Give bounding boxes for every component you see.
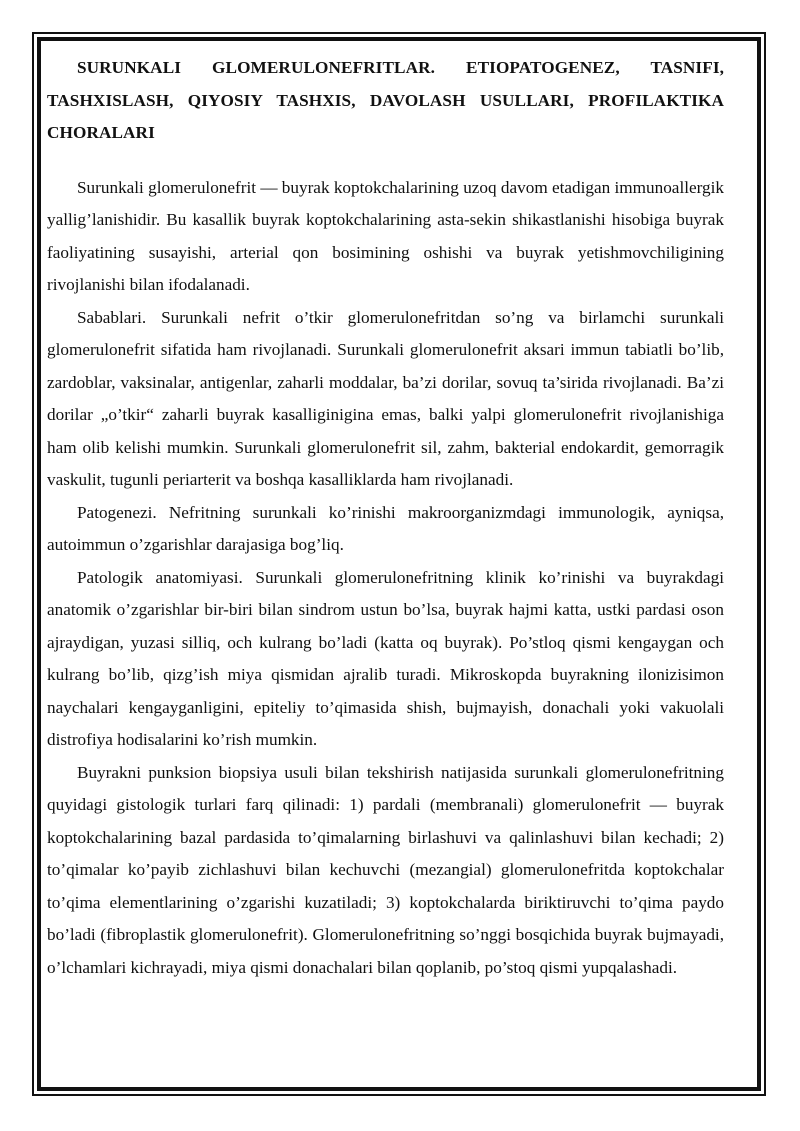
paragraph-biopsy: Buyrakni punksion biopsiya usuli bilan tekshirish natijasida surunkali glomerulonefritning quyidagi gistologik turlari farq qilinadi: 1) pardali (membranali) glomerulonefrit — buyrak koptokchalarining bazal pardasida to’qimalarning birlashuvi va qalinlashuvi bilan kechadi; 2) to’qimalar ko’payib zichlashuvi bilan kechuvchi (mezangial) glomerulonefritda koptokchalar to’qima elementlarining o’zgarishi kuzatiladi; 3) koptokchalarda biriktiruvchi to’qima paydo bo’ladi (fibroplastik glomerulonefrit). Glomerulonefritning so’nggi bosqichida buyrak bujmayadi, o’lchamlari kichrayadi, miya qismi donachalari bilan qoplanib, po’stoq qismi yupqalashadi. bbox=[47, 762, 724, 977]
paragraph-pathological-anatomy: Patologik anatomiyasi. Surunkali glomerulonefritning klinik ko’rinishi va buyrakdagi anatomik o’zgarishlar bir-biri bilan sindrom ustun bo’lsa, buyrak hajmi katta, ustki pardasi oson ajraydigan, yuzasi silliq, och kulrang bo’ladi (katta oq buyrak). Po’stloq qismi kengaygan och kulrang bo’lib, qizg’ish miya qismidan ajralib turadi. Mikroskopda buyrakning ilonizisimon naychalari kengayganligini, epiteliy to’qimasida shish, bujmayish, donachali yoki vakuolali distrofiya hodisalarini ko’rish mumkin. bbox=[47, 567, 724, 749]
paragraph-causes: Sabablari. Surunkali nefrit o’tkir glomerulonefritdan so’ng va birlamchi surunkali glomerulonefrit sifatida ham rivojlanadi. Surunkali glomerulonefrit aksari immun tabiatli bo’lib, zardoblar, vaksinalar, antigenlar, zaharli moddalar, ba’zi dorilar, sovuq ta’sirida rivojlanadi. Ba’zi dorilar „o’tkir“ zaharli buyrak kasalliginigina emas, balki yalpi glomerulonefrit rivojlanishiga ham olib kelishi mumkin. Surunkali glomerulonefrit sil, zahm, bakterial endokardit, gemorragik vaskulit, tugunli periarterit va boshqa kasalliklarda ham rivojlanadi. bbox=[47, 307, 724, 489]
paragraph-definition: Surunkali glomerulonefrit — buyrak koptokchalarining uzoq davom etadigan immunoallergik yallig’lanishidir. Bu kasallik buyrak koptokchalarining asta-sekin shikastlanishi hisobiga buyrak faoliyatining susayishi, arterial qon bosimining oshishi va buyrak yetishmovchiligining rivojlanishi bilan ifodalanadi. bbox=[47, 177, 724, 294]
paragraph-pathogenesis: Patogenezi. Nefritning surunkali ko’rinishi makroorganizmdagi immunologik, ayniqsa, autoimmun o’zgarishlar darajasiga bog’liq. bbox=[47, 502, 724, 554]
document-title: SURUNKALI GLOMERULONEFRITLAR. ETIOPATOGENEZ, TASNIFI, TASHXISLASH, QIYOSIY TASHXIS, DAVOLASH USULLARI, PROFILAKTIKA CHORALARI bbox=[47, 58, 724, 142]
document-body bbox=[47, 52, 724, 984]
